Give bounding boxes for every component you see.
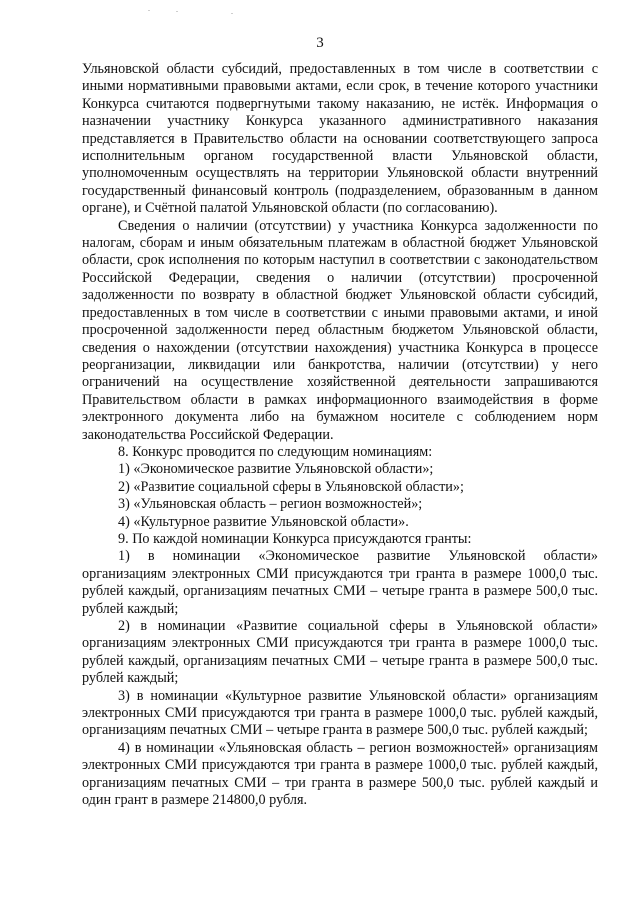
nomination-item-2: 2) «Развитие социальной сферы в Ульяновской области»;	[118, 478, 464, 495]
nomination-item-1: 1) «Экономическое развитие Ульяновской области»;	[118, 461, 434, 478]
paragraph-grants-heading: 9. По каждой номинации Конкурса присуждаются гранты:	[118, 530, 472, 547]
page-number: 3	[316, 35, 324, 51]
scan-speck	[176, 11, 178, 12]
grant-item-3: 3) в номинации «Культурное развитие Ульяновской области» организациям электронных СМИ присуждаются три гранта в размере 1000,0 тыс. рублей каждый, организациям печатных СМИ – четыре гранта в размере 500,0 тыс. рублей каждый;	[82, 687, 598, 739]
paragraph-nominations-heading: 8. Конкурс проводится по следующим номинациям:	[118, 443, 433, 460]
document-body	[82, 61, 598, 809]
grant-item-4: 4) в номинации «Ульяновская область – регион возможностей» организациям электронных СМИ присуждаются три гранта в размере 1000,0 тыс. рублей каждый, организациям печатных СМИ – три гранта в размере 500,0 тыс. рублей каждый и один грант в размере 214800,0 рубля.	[82, 739, 598, 809]
paragraph-continuation: Ульяновской области субсидий, предоставленных в том числе в соответствии с иными нормативными правовыми актами, если срок, в течение которого участники Конкурса считаются подвергнутыми такому наказанию, не истёк. Информация о назначении участнику Конкурса указанного административного наказания представляется в Правительство области на основании соответствующего запроса исполнительным органом государственной власти Ульяновской области, уполномоченным осуществлять на территории Ульяновской области внутренний государственный финансовый контроль (подразделением, образованным в данном органе), и Счётной палатой Ульяновской области (по согласованию).	[82, 61, 598, 217]
scan-speck	[148, 10, 150, 11]
nomination-item-4: 4) «Культурное развитие Ульяновской области».	[118, 513, 409, 530]
paragraph-debt-info: Сведения о наличии (отсутствии) у участника Конкурса задолженности по налогам, сборам и иным обязательным платежам в областной бюджет Ульяновской области, срок исполнения по которым наступил в соответствии с законодательством Российской Федерации, сведения о наличии (отсутствии) просроченной задолженности по возврату в областной бюджет Ульяновской области субсидий, предоставленных в том числе в соответствии с иными правовыми актами, и иной просроченной задолженности перед областным бюджетом Ульяновской области, сведения о нахождении (отсутствии нахождения) участника Конкурса в процессе реорганизации, ликвидации или банкротства, наличии (отсутствии) у него ограничений на осуществление хозяйственной деятельности запрашиваются Правительством области в рамках информационного взаимодействия в форме электронного документа либо на бумажном носителе с соблюдением норм законодательства Российской Федерации.	[82, 217, 598, 443]
scan-speck	[231, 13, 233, 14]
grant-item-2: 2) в номинации «Развитие социальной сферы в Ульяновской области» организациям электронных СМИ присуждаются три гранта в размере 1000,0 тыс. рублей каждый, организациям печатных СМИ – четыре гранта в размере 500,0 тыс. рублей каждый;	[82, 618, 598, 687]
grant-item-1: 1) в номинации «Экономическое развитие Ульяновской области» организациям электронных СМИ присуждаются три гранта в размере 1000,0 тыс. рублей каждый, организациям печатных СМИ – четыре гранта в размере 500,0 тыс. рублей каждый;	[82, 548, 598, 617]
nomination-item-3: 3) «Ульяновская область – регион возможностей»;	[118, 496, 423, 513]
